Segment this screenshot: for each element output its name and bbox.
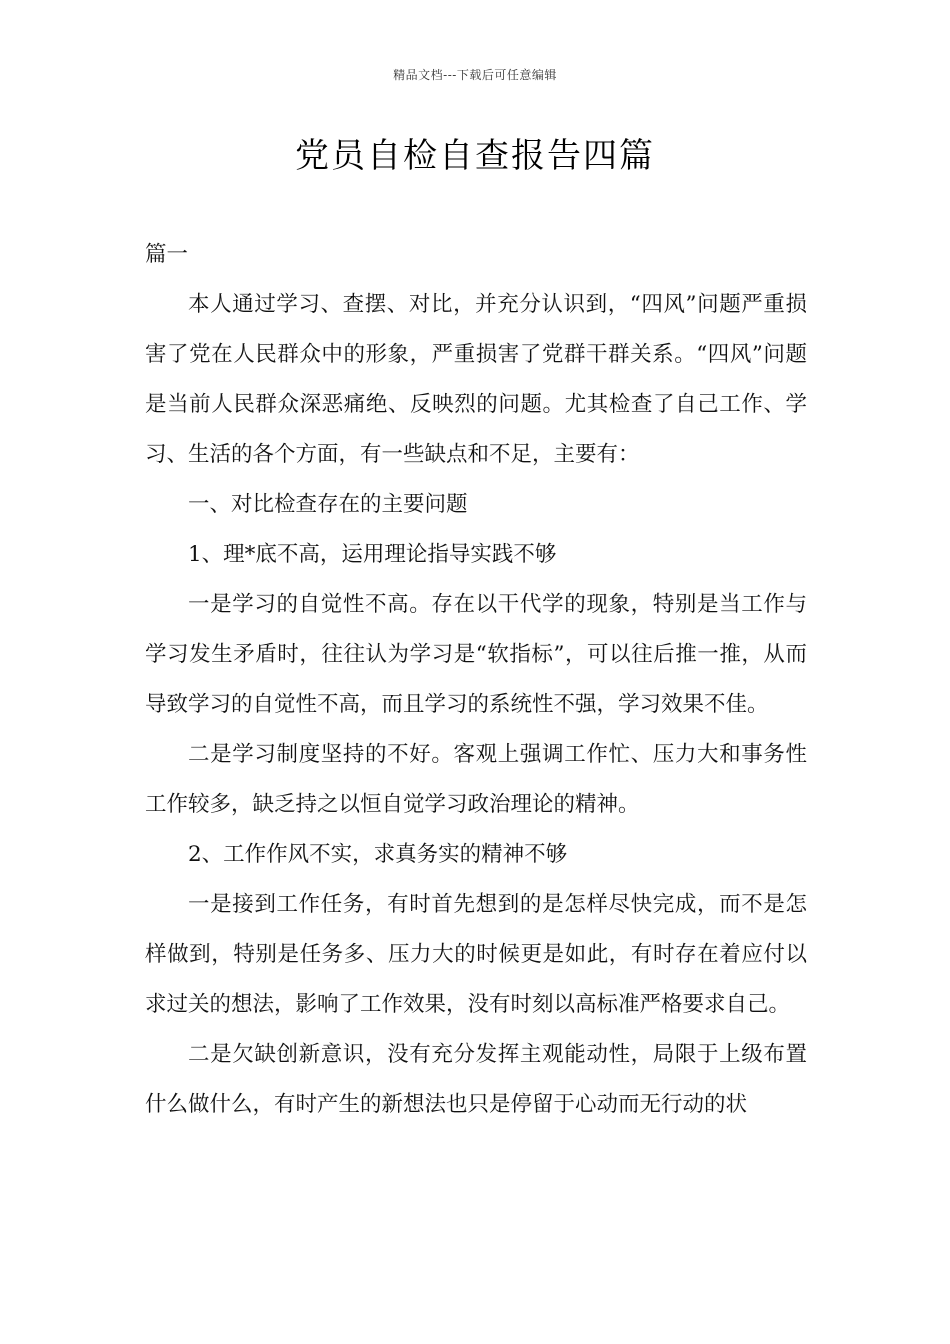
paragraph-study-system: 二是学习制度坚持的不好。客观上强调工作忙、压力大和事务性工作较多，缺乏持之以恒自觉学习政治理论的精神。 xyxy=(145,742,807,817)
paragraph-intro: 本人通过学习、查摆、对比，并充分认识到，“四风”问题严重损害了党在人民群众中的形象，严重损害了党群干群关系。“四风”问题是当前人民群众深恶痛绝、反映烈的问题。尤其检查了自己工作、学习、生活的各个方面，有一些缺点和不足，主要有： xyxy=(145,292,807,467)
paragraph-innovation: 二是欠缺创新意识，没有充分发挥主观能动性，局限于上级布置什么做什么，有时产生的新想法也只是停留于心动而无行动的状 xyxy=(145,1042,807,1117)
paragraph-work-tasks: 一是接到工作任务，有时首先想到的是怎样尽快完成，而不是怎样做到，特别是任务多、压力大的时候更是如此，有时存在着应付以求过关的想法，影响了工作效果，没有时刻以高标准严格要求自己。 xyxy=(145,892,807,1017)
header-note: 精品文档---下载后可任意编辑 xyxy=(393,68,557,82)
document-body xyxy=(145,230,807,1130)
subheading-theory: 1、理*底不高，运用理论指导实践不够 xyxy=(188,542,557,567)
heading-main-problems: 一、对比检查存在的主要问题 xyxy=(188,492,468,517)
document-title: 党员自检自查报告四篇 xyxy=(295,136,655,176)
section-label: 篇一 xyxy=(145,242,189,267)
paragraph-study-awareness: 一是学习的自觉性不高。存在以干代学的现象，特别是当工作与学习发生矛盾时，往往认为学习是“软指标”，可以往后推一推，从而导致学习的自觉性不高，而且学习的系统性不强，学习效果不佳。 xyxy=(145,592,807,717)
subheading-work-style: 2、工作作风不实，求真务实的精神不够 xyxy=(188,842,568,867)
